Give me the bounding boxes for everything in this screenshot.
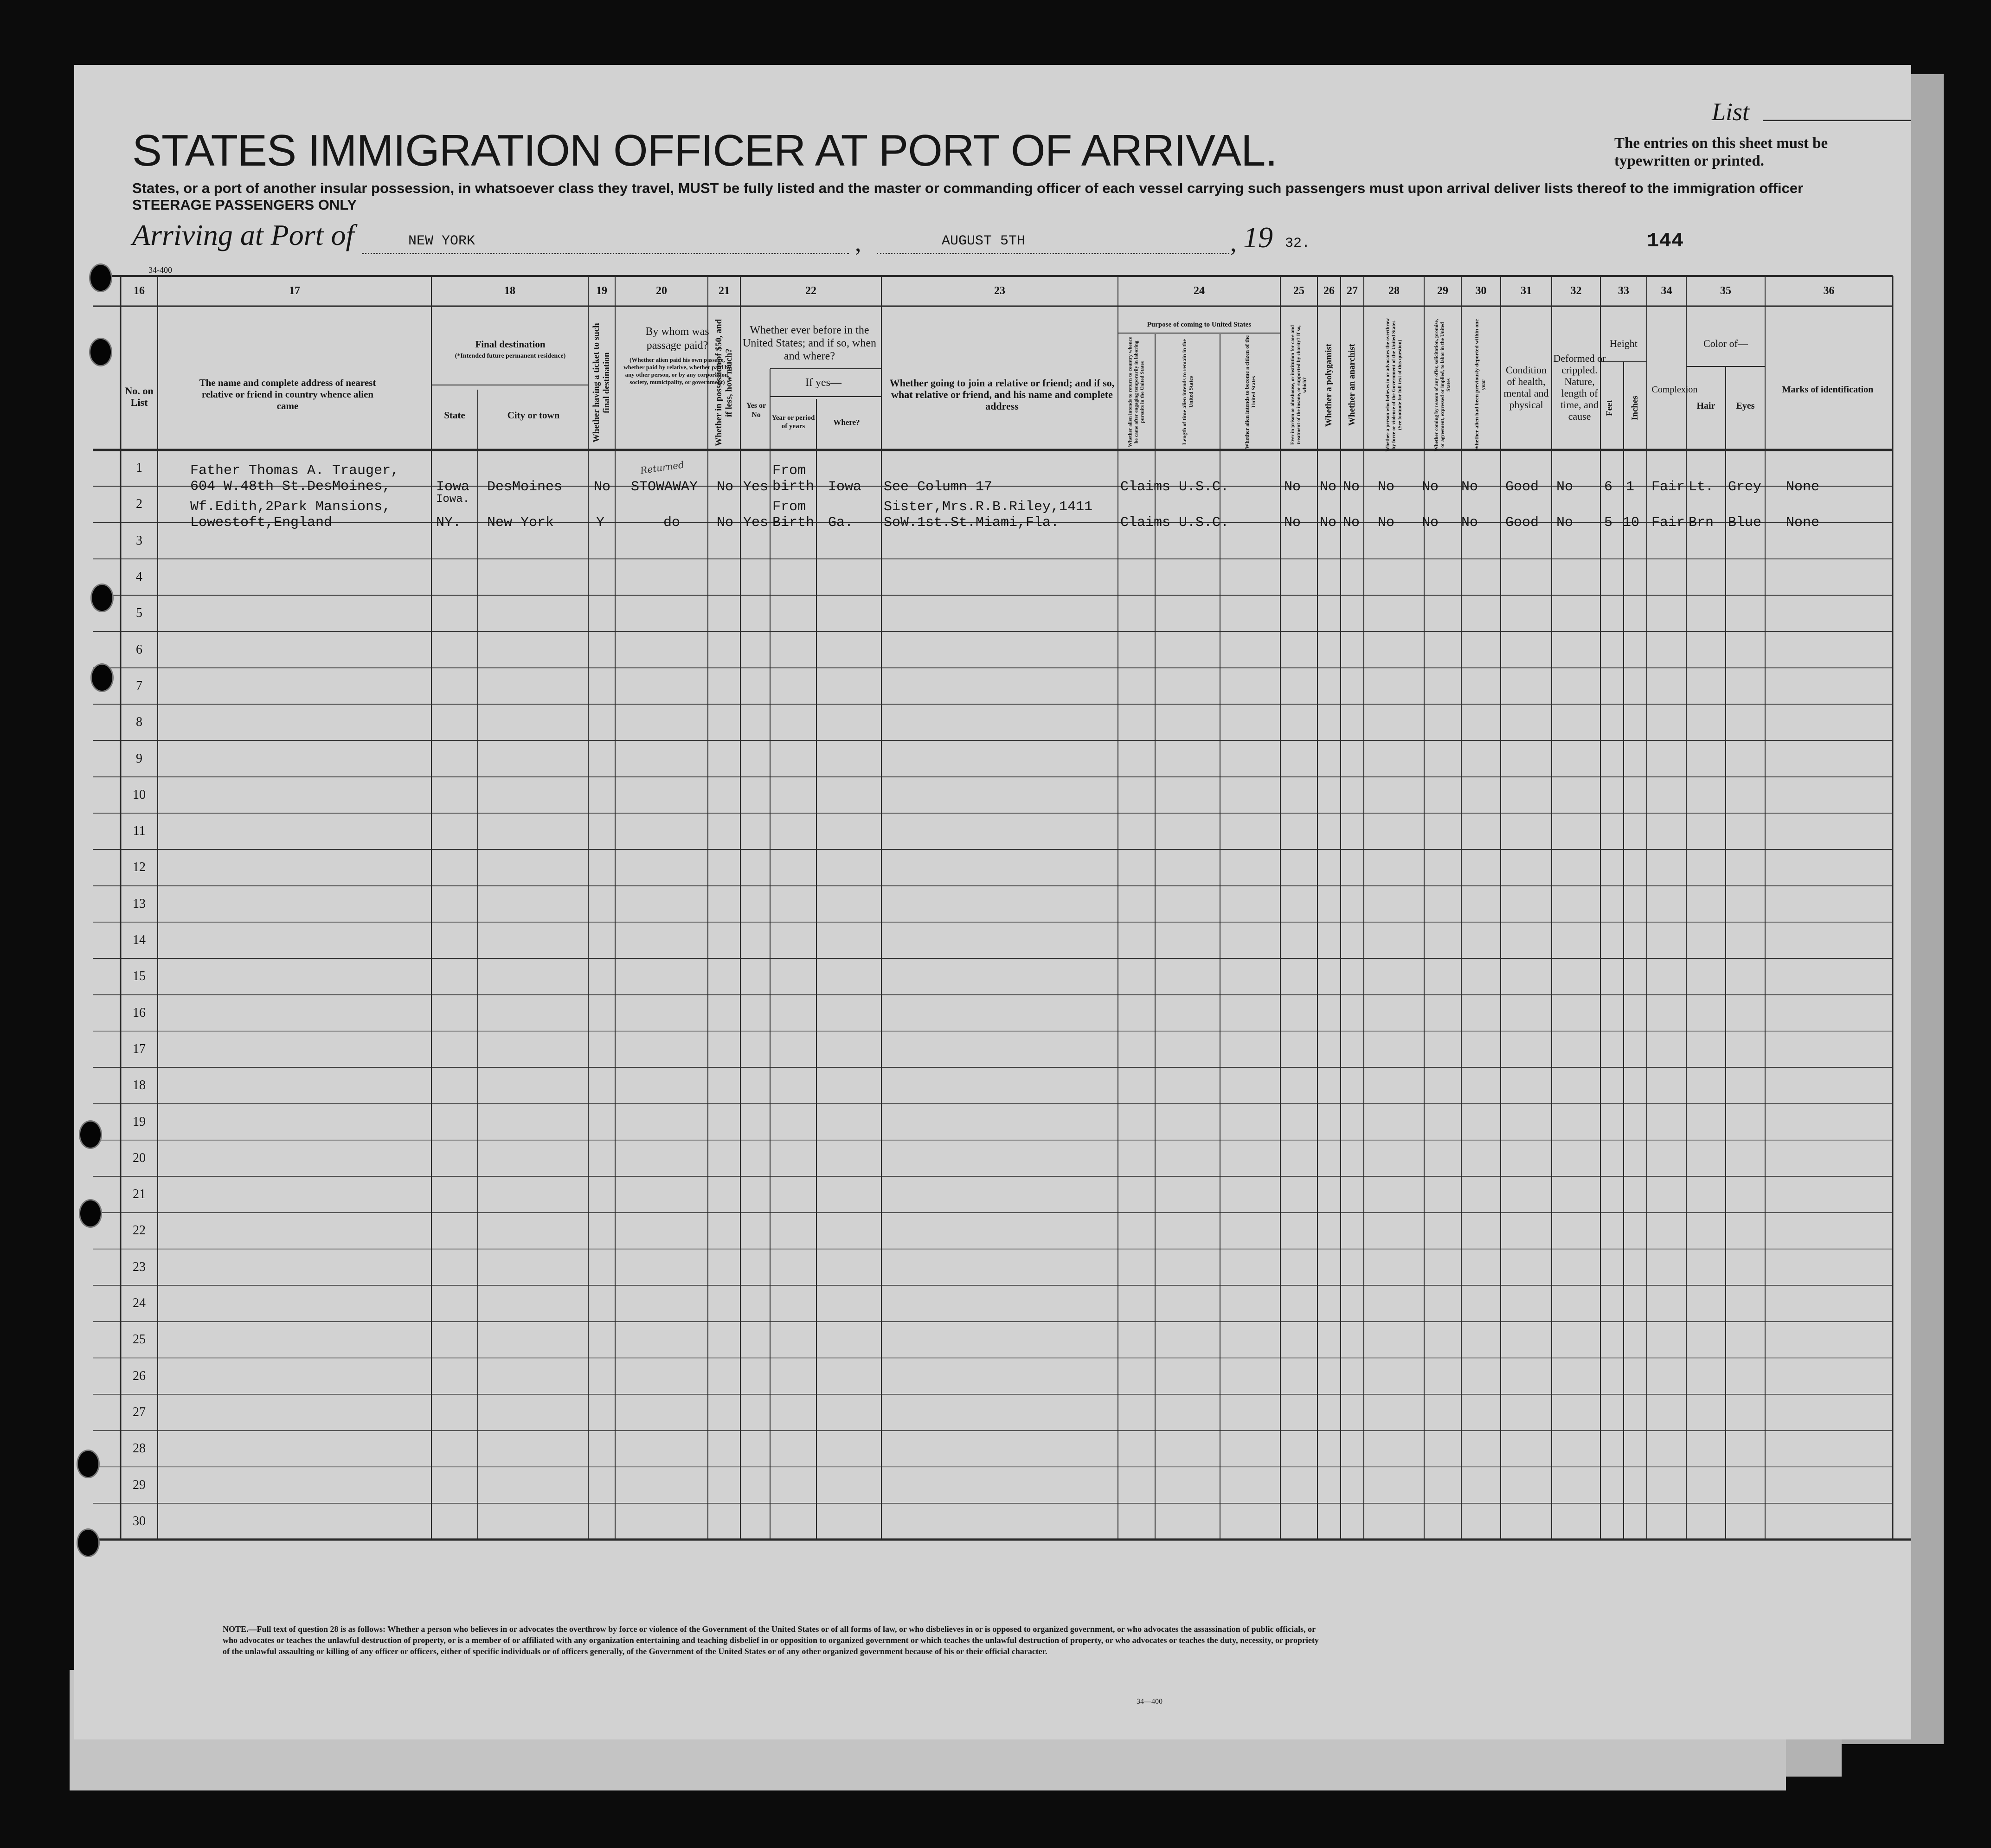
column-number: 25 (1293, 285, 1304, 297)
punch-hole (90, 663, 114, 692)
entry-2-feet: 5 (1604, 515, 1613, 531)
row-number: 21 (133, 1187, 146, 1202)
entry-2-purpose: Claims U.S.C. (1120, 515, 1229, 531)
entry-1-offer: No (1422, 479, 1439, 495)
header-c24-b: Length of time alien intends to remain in the United States (1181, 339, 1194, 445)
punch-hole (79, 1120, 102, 1149)
column-number: 29 (1437, 285, 1448, 297)
header-c35-hair: Hair (1696, 400, 1715, 411)
header-c34: Complexion (1651, 384, 1698, 395)
page-title: STATES IMMIGRATION OFFICER AT PORT OF ARRIVAL. (132, 126, 1278, 175)
header-c21: Whether in possession of $50, and if less, how much? (714, 319, 734, 447)
row-number: 2 (136, 497, 142, 512)
entry-2-hair: Brn (1689, 515, 1714, 531)
row-number: 4 (136, 570, 142, 584)
footnote-code: 34—400 (1137, 1698, 1162, 1706)
header-c33-feet: Feet (1605, 400, 1614, 417)
entry-1-passage-note: Returned (639, 459, 685, 476)
header-c24-c: Whether alien intends to become a citizen of the United States (1244, 335, 1257, 449)
punch-hole (77, 1528, 100, 1557)
table-grid (74, 65, 1911, 1739)
entry-1-city: DesMoines (487, 479, 563, 495)
column-number: 23 (994, 285, 1005, 297)
entry-2-inches: 10 (1623, 515, 1640, 531)
column-number: 31 (1521, 285, 1532, 297)
row-number: 8 (136, 715, 142, 730)
row-number: 9 (136, 751, 142, 766)
entry-1-state: Iowa (436, 479, 470, 495)
entry-1-feet: 6 (1604, 479, 1613, 495)
entry-2-deported: No (1461, 515, 1478, 531)
row-number: 22 (133, 1223, 146, 1238)
row-number: 26 (133, 1368, 146, 1383)
column-number: 33 (1618, 285, 1629, 297)
column-number: 18 (504, 285, 515, 297)
entry-1-polygamist: No (1320, 479, 1337, 495)
entry-2-before-year-line-2: Birth (772, 515, 815, 531)
row-number: 27 (133, 1405, 146, 1419)
column-number: 24 (1194, 285, 1205, 297)
entry-2-join-line-2: SoW.1st.St.Miami,Fla. (884, 515, 1060, 531)
header-c28: Whether a person who believes in or advocates the overthrow by force or violence of the Government of the United States (See footnote for full text of this question) (1385, 318, 1403, 452)
entry-1-before-year-line-1: From (772, 463, 806, 479)
column-number: 34 (1661, 285, 1672, 297)
row-number: 10 (133, 787, 146, 802)
entry-1-deported: No (1461, 479, 1478, 495)
entry-1-hair: Lt. (1689, 479, 1714, 495)
entry-2-marks: None (1786, 515, 1820, 531)
entry-1-anarchist: No (1343, 479, 1360, 495)
row-number: 6 (136, 642, 142, 657)
list-label: List (1712, 98, 1750, 126)
entry-1-relative-line-3: Iowa. (436, 493, 470, 506)
column-number: 20 (656, 285, 667, 297)
entry-2-join-line-1: Sister,Mrs.R.B.Riley,1411 (884, 499, 1093, 515)
row-number: 1 (136, 461, 142, 475)
entry-2-offer: No (1422, 515, 1439, 531)
header-c22-ifyes: If yes— (805, 376, 841, 389)
entry-2-before-year-line-1: From (772, 499, 806, 515)
comma: , (1230, 229, 1237, 257)
header-c16: No. on List (125, 385, 154, 408)
header-c22-yesno: Yes or No (746, 402, 766, 419)
header-c20-title: By whom was passage paid? (645, 326, 709, 352)
header-c33: Height (1610, 337, 1638, 349)
entry-1-passage-paid: STOWAWAY (631, 479, 698, 495)
row-number: 20 (133, 1150, 146, 1165)
row-number: 13 (133, 896, 146, 911)
date-value: AUGUST 5TH (942, 233, 1026, 249)
entry-1-before-yes-no: Yes (743, 479, 769, 495)
header-c18-city: City or town (507, 409, 560, 421)
header-c17: The name and complete address of nearest relative or friend in country whence alien came (199, 377, 376, 411)
header-c18-sub: (*Intended future permanent residence) (455, 353, 566, 359)
header-c25: Ever in prison or almshouse, or institution for care and treatment of the insane, or supported by charity? If so, which? (1290, 325, 1308, 445)
entry-1-join-line-1: See Column 17 (884, 479, 993, 495)
column-number: 27 (1347, 285, 1358, 297)
entry-2-health: Good (1505, 515, 1539, 531)
row-number: 16 (133, 1005, 146, 1020)
header-c20-sub: (Whether alien paid his own passage, whether paid by relative, whether paid by any other person, or by any corporation, society, municipality, or government) (623, 356, 731, 385)
header-c24: Purpose of coming to United States (1147, 321, 1252, 328)
column-number: 30 (1475, 285, 1487, 297)
entry-1-inches: 1 (1626, 479, 1635, 495)
row-number: 3 (136, 533, 142, 548)
header-c22-year: Year or period of years (771, 414, 815, 430)
column-number: 19 (596, 285, 607, 297)
header-c18 (431, 320, 589, 380)
punch-hole (79, 1199, 102, 1228)
header-c36: Marks of identification (1782, 384, 1874, 395)
entry-2-polygamist: No (1320, 515, 1337, 531)
intro-line-1: States, or a port of another insular possession, in whatsoever class they travel, MUST be fully listed and the master or commanding officer of each vessel carrying such passengers must upon arrival deliver lists thereof to the immigration officer (132, 180, 1804, 196)
entry-2-city: New York (487, 515, 554, 531)
entry-1-marks: None (1786, 479, 1820, 495)
header-c18-title: Final destination (475, 339, 546, 350)
row-number: 30 (133, 1514, 146, 1528)
row-number: 25 (133, 1332, 146, 1347)
entry-1-overthrow: No (1378, 479, 1395, 495)
row-number: 19 (133, 1114, 146, 1129)
header-c33-inches: Inches (1630, 396, 1640, 421)
entry-1-eyes: Grey (1728, 479, 1762, 495)
entry-2-money: No (717, 515, 734, 531)
entry-2-relative (190, 499, 391, 531)
entry-2-state: NY. (436, 515, 462, 531)
comma: , (855, 229, 861, 257)
entry-1-before-where: Iowa (828, 479, 862, 495)
entry-1-before-year (772, 463, 814, 494)
entry-2-anarchist: No (1343, 515, 1360, 531)
row-number: 18 (133, 1078, 146, 1093)
entry-2-overthrow: No (1378, 515, 1395, 531)
entry-1-health: Good (1505, 479, 1539, 495)
entry-2-relative-line-2: Lowestoft,England (190, 515, 333, 531)
column-number: 28 (1388, 285, 1400, 297)
entry-2-prison: No (1284, 515, 1301, 531)
entry-1-money: No (717, 479, 734, 495)
entry-1-relative (190, 463, 399, 494)
entry-2-before-year (772, 499, 814, 531)
entry-1-complexion: Fair (1651, 479, 1685, 495)
header-c23: Whether going to join a relative or friend; and if so, what relative or friend, and his name and complete address (889, 377, 1115, 412)
row-number: 5 (136, 606, 142, 621)
row-number: 29 (133, 1477, 146, 1492)
column-number: 36 (1823, 285, 1835, 297)
header-c35: Color of— (1703, 337, 1748, 349)
row-number: 11 (133, 824, 146, 839)
punch-hole (89, 338, 112, 366)
entry-2-passage-paid: do (663, 515, 681, 531)
footnote: NOTE.—Full text of question 28 is as follows: Whether a person who believes in or advocates the overthrow by force or violence of the Government of the United States or of all forms of law, or who disbelieves in or is opposed to organized government, or who advocates the assassination of public officials, or who advocates or teaches the unlawful destruction of property, or is a member of or affiliated with any organization entertaining and teaching disbelief in or opposition to organized government or which teaches the unlawful destruction of property, or who advocates or teaches the duty, necessity, or propriety of the unlawful assaulting or killing of any officer or officers, either of specific individuals or of officers generally, of the Government of the United States or of any other organized government because of his or their official character. (223, 1624, 1319, 1656)
row-number: 15 (133, 969, 146, 984)
header-c22-where: Where? (833, 417, 860, 427)
punch-hole (89, 263, 112, 292)
header-c29: Whether coming by reason of any offer, solicitation, promise, or agreement, expressed or implied, to labor in the United States (1433, 319, 1452, 451)
column-number: 16 (134, 285, 145, 297)
entry-1-ticket: No (594, 479, 611, 495)
entries-note: The entries on this sheet must be typewritten or printed. (1614, 135, 1828, 169)
header-c24-a: Whether alien intends to return to country whence he came after engaging temporarily in laboring pursuits in the United States (1127, 337, 1145, 447)
sheet-number: 144 (1647, 230, 1684, 253)
entry-1-deformed: No (1556, 479, 1574, 495)
punch-hole (90, 584, 114, 612)
punch-hole (77, 1450, 100, 1478)
column-number: 35 (1720, 285, 1731, 297)
form-code: 34-400 (148, 265, 172, 275)
header-c30: Whether alien had been previously deported within one year (1473, 319, 1486, 451)
column-number: 17 (289, 285, 300, 297)
entry-1-purpose: Claims U.S.C. (1120, 479, 1229, 495)
header-c19: Whether having a ticket to such final destination (591, 323, 611, 443)
header-c22: Whether ever before in the United States; and if so, when and where? (743, 324, 876, 362)
entry-2-eyes: Blue (1728, 515, 1762, 531)
header-c35-eyes: Eyes (1736, 400, 1755, 411)
column-number: 21 (719, 285, 730, 297)
header-c32: Deformed or crippled. Nature, length of time, and cause (1553, 353, 1606, 422)
column-number: 22 (805, 285, 816, 297)
entry-2-before-yes-no: Yes (743, 515, 769, 531)
row-number: 14 (133, 933, 146, 948)
port-value: NEW YORK (408, 233, 475, 249)
intro-line-2: STEERAGE PASSENGERS ONLY (132, 197, 357, 213)
entry-2-complexion: Fair (1651, 515, 1685, 531)
header-c27: Whether an anarchist (1347, 344, 1357, 426)
entry-1-before-year-line-2: birth (772, 479, 815, 494)
row-number: 23 (133, 1259, 146, 1274)
row-number: 12 (133, 860, 146, 875)
entry-2-deformed: No (1556, 515, 1574, 531)
manifest-sheet (74, 65, 1911, 1739)
header-c26: Whether a polygamist (1324, 343, 1334, 427)
column-number: 26 (1323, 285, 1335, 297)
header-c31: Condition of health, mental and physical (1503, 364, 1549, 411)
row-number: 7 (136, 678, 142, 693)
row-number: 28 (133, 1441, 146, 1456)
row-number: 17 (133, 1041, 146, 1056)
entry-1-relative-line-1: Father Thomas A. Trauger, (190, 463, 399, 479)
entry-2-join (884, 499, 1092, 531)
column-number: 32 (1570, 285, 1582, 297)
header-c18-state: State (444, 409, 465, 421)
entry-2-before-where: Ga. (828, 515, 854, 531)
entry-1-relative-line-2: 604 W.48th St.DesMoines, (190, 479, 391, 494)
year-suffix: 32. (1285, 236, 1310, 251)
entry-1-prison: No (1284, 479, 1301, 495)
entry-2-ticket: Y (596, 515, 605, 531)
row-number: 24 (133, 1296, 146, 1311)
year-prefix: 19 (1243, 221, 1273, 254)
entry-2-relative-line-1: Wf.Edith,2Park Mansions, (190, 499, 391, 515)
arriving-label: Arriving at Port of (132, 218, 354, 251)
